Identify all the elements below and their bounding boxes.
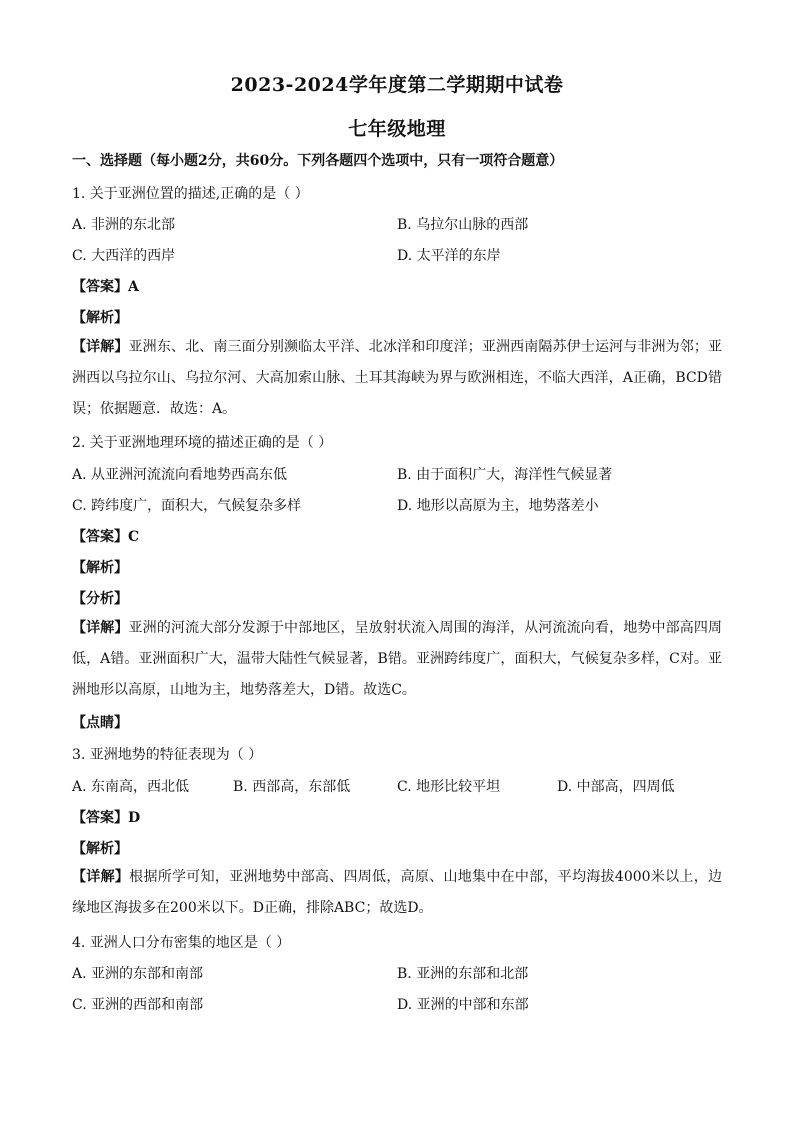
q2-stem: 2. 关于亚洲地理环境的描述正确的是（ ） <box>72 435 333 451</box>
q2-fenxi-label: 【分析】 <box>72 591 128 607</box>
doc-title: 2023-2024学年度第二学期期中试卷 <box>230 74 564 96</box>
q1-detail-text: 亚洲东、北、南三面分别濒临太平洋、北冰洋和印度洋；亚洲西南隔苏伊士运河与非洲为邻；亚洲西以乌拉尔山、乌拉尔河、大高加索山脉、土耳其海峡为界与欧洲相连，不临大西洋，A正确，BCD错误；依据题意．故选：A。 <box>72 339 723 417</box>
q2-analysis-label: 【解析】 <box>72 560 128 576</box>
q3-option-d: D. 中部高，四周低 <box>557 779 675 795</box>
q2-detail-text: 亚洲的河流大部分发源于中部地区，呈放射状流入周围的海洋，从河流流向看，地势中部高四周低，A错。亚洲面积广大，温带大陆性气候显著，B错。亚洲跨纬度广，面积大，气候复杂多样，C对。亚洲地形以高原，山地为主，地势落差大，D错。故选C。 <box>72 620 723 698</box>
q1-detail <box>72 332 722 425</box>
q3-detail-text: 根据所学可知，亚洲地势中部高、四周低，高原、山地集中在中部，平均海拔4000米以上，边缘地区海拔多在200米以下。D正确，排除ABC；故选D。 <box>72 869 722 916</box>
doc-subtitle: 七年级地理 <box>348 118 446 140</box>
q1-detail-label: 【详解】 <box>72 339 129 355</box>
q1-analysis-label: 【解析】 <box>72 310 128 326</box>
q1-option-a: A. 非洲的东北部 <box>72 217 176 233</box>
q3-detail <box>72 862 722 924</box>
q3-detail-label: 【详解】 <box>72 869 130 885</box>
q1-answer: 【答案】A <box>72 279 139 295</box>
q1-option-c: C. 大西洋的西岸 <box>72 248 176 264</box>
q3-answer: 【答案】D <box>72 810 141 826</box>
q4-option-a: A. 亚洲的东部和南部 <box>72 966 204 982</box>
section-heading: 一、选择题（每小题2分，共60分。下列各题四个选项中，只有一项符合题意） <box>72 153 564 169</box>
q3-option-b: B. 西部高，东部低 <box>233 779 351 795</box>
q2-detail <box>72 613 722 706</box>
q2-option-c: C. 跨纬度广，面积大，气候复杂多样 <box>72 498 302 514</box>
q3-analysis-label: 【解析】 <box>72 841 128 857</box>
q1-stem: 1. 关于亚洲位置的描述,正确的是（ ） <box>72 186 309 202</box>
q1-option-b: B. 乌拉尔山脉的西部 <box>397 217 529 233</box>
q2-detail-label: 【详解】 <box>72 620 129 636</box>
q4-option-d: D. 亚洲的中部和东部 <box>397 997 529 1013</box>
q3-option-a: A. 东南高，西北低 <box>72 779 190 795</box>
q2-option-b: B. 由于面积广大，海洋性气候显著 <box>397 467 613 483</box>
q2-option-a: A. 从亚洲河流流向看地势西高东低 <box>72 467 288 483</box>
q3-option-c: C. 地形比较平坦 <box>397 779 501 795</box>
q1-option-d: D. 太平洋的东岸 <box>397 248 501 264</box>
q3-stem: 3. 亚洲地势的特征表现为（ ） <box>72 747 263 763</box>
q2-option-d: D. 地形以高原为主，地势落差小 <box>397 498 599 514</box>
q4-option-c: C. 亚洲的西部和南部 <box>72 997 204 1013</box>
q2-dianjing-label: 【点睛】 <box>72 715 128 731</box>
q2-answer: 【答案】C <box>72 529 140 545</box>
q4-stem: 4. 亚洲人口分布密集的地区是（ ） <box>72 935 291 951</box>
q4-option-b: B. 亚洲的东部和北部 <box>397 966 529 982</box>
